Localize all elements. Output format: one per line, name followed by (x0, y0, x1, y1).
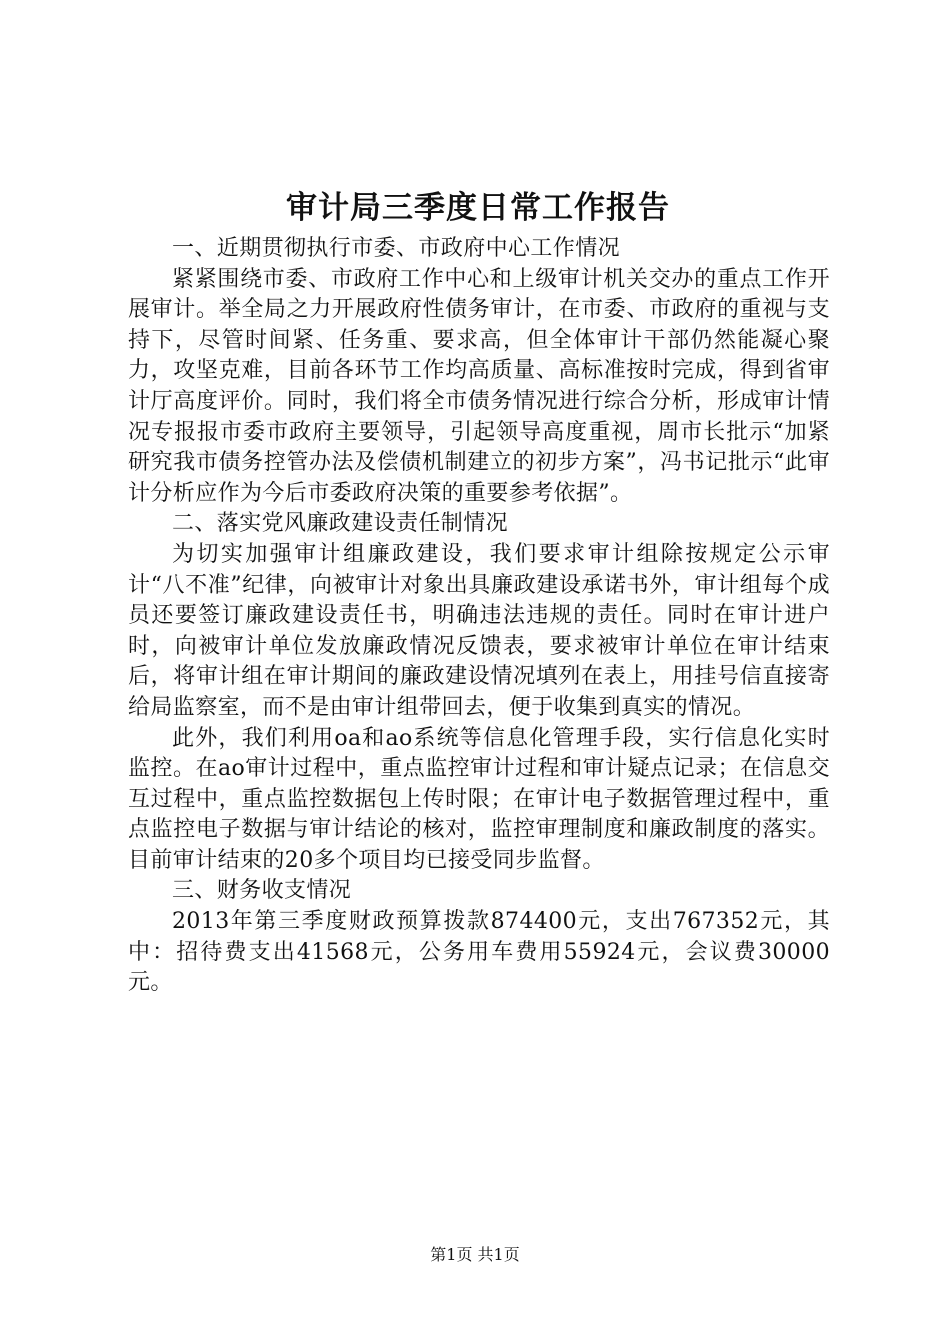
document-title: 审计局三季度日常工作报告 (286, 190, 670, 226)
page-number-footer: 第1页 共1页 (430, 1245, 520, 1264)
paragraph-1: 紧紧围绕市委、市政府工作中心和上级审计机关交办的重点工作开展审计。举全局之力开展政府性债务审计，在市委、市政府的重视与支持下，尽管时间紧、任务重、要求高，但全体审计干部仍然能凝心聚力，攻坚克难，目前各环节工作均高质量、高标准按时完成，得到省审计厅高度评价。同时，我们将全市债务情况进行综合分析，形成审计情况专报报市委市政府主要领导，引起领导高度重视，周市长批示“加紧研究我市债务控管办法及偿债机制建立的初步方案”，冯书记批示“此审计分析应作为今后市委政府决策的重要参考依据”。 (128, 266, 830, 506)
paragraph-4: 2013年第三季度财政预算拨款874400元，支出767352元，其中：招待费支出41568元，公务用车费用55924元，会议费30000元。 (128, 909, 830, 996)
section-heading-1: 一、近期贯彻执行市委、市政府中心工作情况 (172, 236, 621, 261)
document-body (128, 234, 830, 999)
section-heading-3: 三、财务收支情况 (172, 878, 352, 904)
section-heading-2: 二、落实党风廉政建设责任制情况 (172, 511, 509, 537)
paragraph-3: 此外，我们利用oa和ao系统等信息化管理手段，实行信息化实时监控。在ao审计过程中，重点监控审计过程和审计疑点记录；在信息交互过程中，重点监控数据包上传时限；在审计电子数据管理过程中，重点监控电子数据与审计结论的核对，监控审理制度和廉政制度的落实。目前审计结束的20多个项目均已接受同步监督。 (128, 725, 830, 873)
paragraph-2: 为切实加强审计组廉政建设，我们要求审计组除按规定公示审计“八不准”纪律，向被审计对象出具廉政建设承诺书外，审计组每个成员还要签订廉政建设责任书，明确违法违规的责任。同时在审计进户时，向被审计单位发放廉政情况反馈表，要求被审计单位在审计结束后，将审计组在审计期间的廉政建设情况填列在表上，用挂号信直接寄给局监察室，而不是由审计组带回去，便于收集到真实的情况。 (128, 541, 830, 720)
